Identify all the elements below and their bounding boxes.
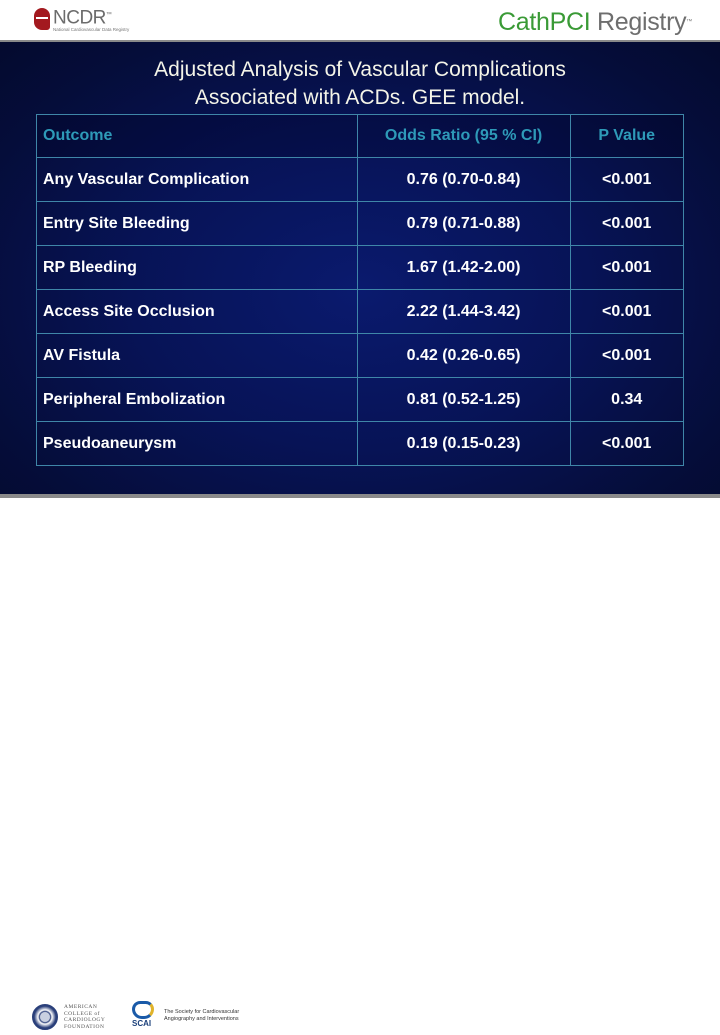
- heart-outline-icon: [132, 1001, 154, 1019]
- p-value-cell: 0.34: [570, 378, 684, 422]
- header-odds-ratio: Odds Ratio (95 % CI): [357, 115, 570, 158]
- odds-ratio-cell: 0.19 (0.15-0.23): [357, 422, 570, 466]
- slide-title: Adjusted Analysis of Vascular Complications Associated with ACDs. GEE model.: [154, 58, 566, 109]
- table-row: [37, 378, 684, 422]
- acc-foundation-logo: AMERICAN COLLEGE of CARDIOLOGY FOUNDATION: [32, 1004, 105, 1030]
- outcome-cell: Access Site Occlusion: [37, 290, 358, 334]
- odds-ratio-cell: 0.42 (0.26-0.65): [357, 334, 570, 378]
- p-value-cell: <0.001: [570, 290, 684, 334]
- p-value-cell: <0.001: [570, 246, 684, 290]
- outcome-cell: Any Vascular Complication: [37, 158, 358, 202]
- outcome-cell: Pseudoaneurysm: [37, 422, 358, 466]
- p-value-cell: <0.001: [570, 334, 684, 378]
- odds-ratio-cell: 0.76 (0.70-0.84): [357, 158, 570, 202]
- table-row: [37, 290, 684, 334]
- outcome-cell: AV Fistula: [37, 334, 358, 378]
- results-table: [36, 114, 684, 466]
- table-header-row: [37, 115, 684, 158]
- cathpci-logo: CathPCI Registry™: [497, 8, 692, 36]
- odds-ratio-cell: 2.22 (1.44-3.42): [357, 290, 570, 334]
- seal-icon: [32, 1004, 58, 1030]
- odds-ratio-cell: 1.67 (1.42-2.00): [357, 246, 570, 290]
- odds-ratio-cell: 0.79 (0.71-0.88): [357, 202, 570, 246]
- footer-bar: [0, 498, 720, 1030]
- p-value-cell: <0.001: [570, 158, 684, 202]
- heart-icon: [34, 8, 50, 30]
- table-row: [37, 422, 684, 466]
- p-value-cell: <0.001: [570, 202, 684, 246]
- table-row: [37, 158, 684, 202]
- table-row: [37, 202, 684, 246]
- table-row: [37, 334, 684, 378]
- outcome-cell: Entry Site Bleeding: [37, 202, 358, 246]
- ncdr-tagline: National Cardiovascular Data Registry: [53, 27, 130, 33]
- odds-ratio-cell: 0.81 (0.52-1.25): [357, 378, 570, 422]
- table-row: [37, 246, 684, 290]
- header-p-value: P Value: [570, 115, 684, 158]
- p-value-cell: <0.001: [570, 422, 684, 466]
- ncdr-logo: NCDR™ National Cardiovascular Data Registry: [34, 6, 129, 36]
- outcome-cell: Peripheral Embolization: [37, 378, 358, 422]
- header-outcome: Outcome: [37, 115, 358, 158]
- header-bar: [0, 0, 720, 40]
- scai-logo: SCAI The Society for Cardiovascular Angiography and Interventions: [132, 1001, 239, 1035]
- ncdr-name: NCDR: [53, 7, 106, 29]
- outcome-cell: RP Bleeding: [37, 246, 358, 290]
